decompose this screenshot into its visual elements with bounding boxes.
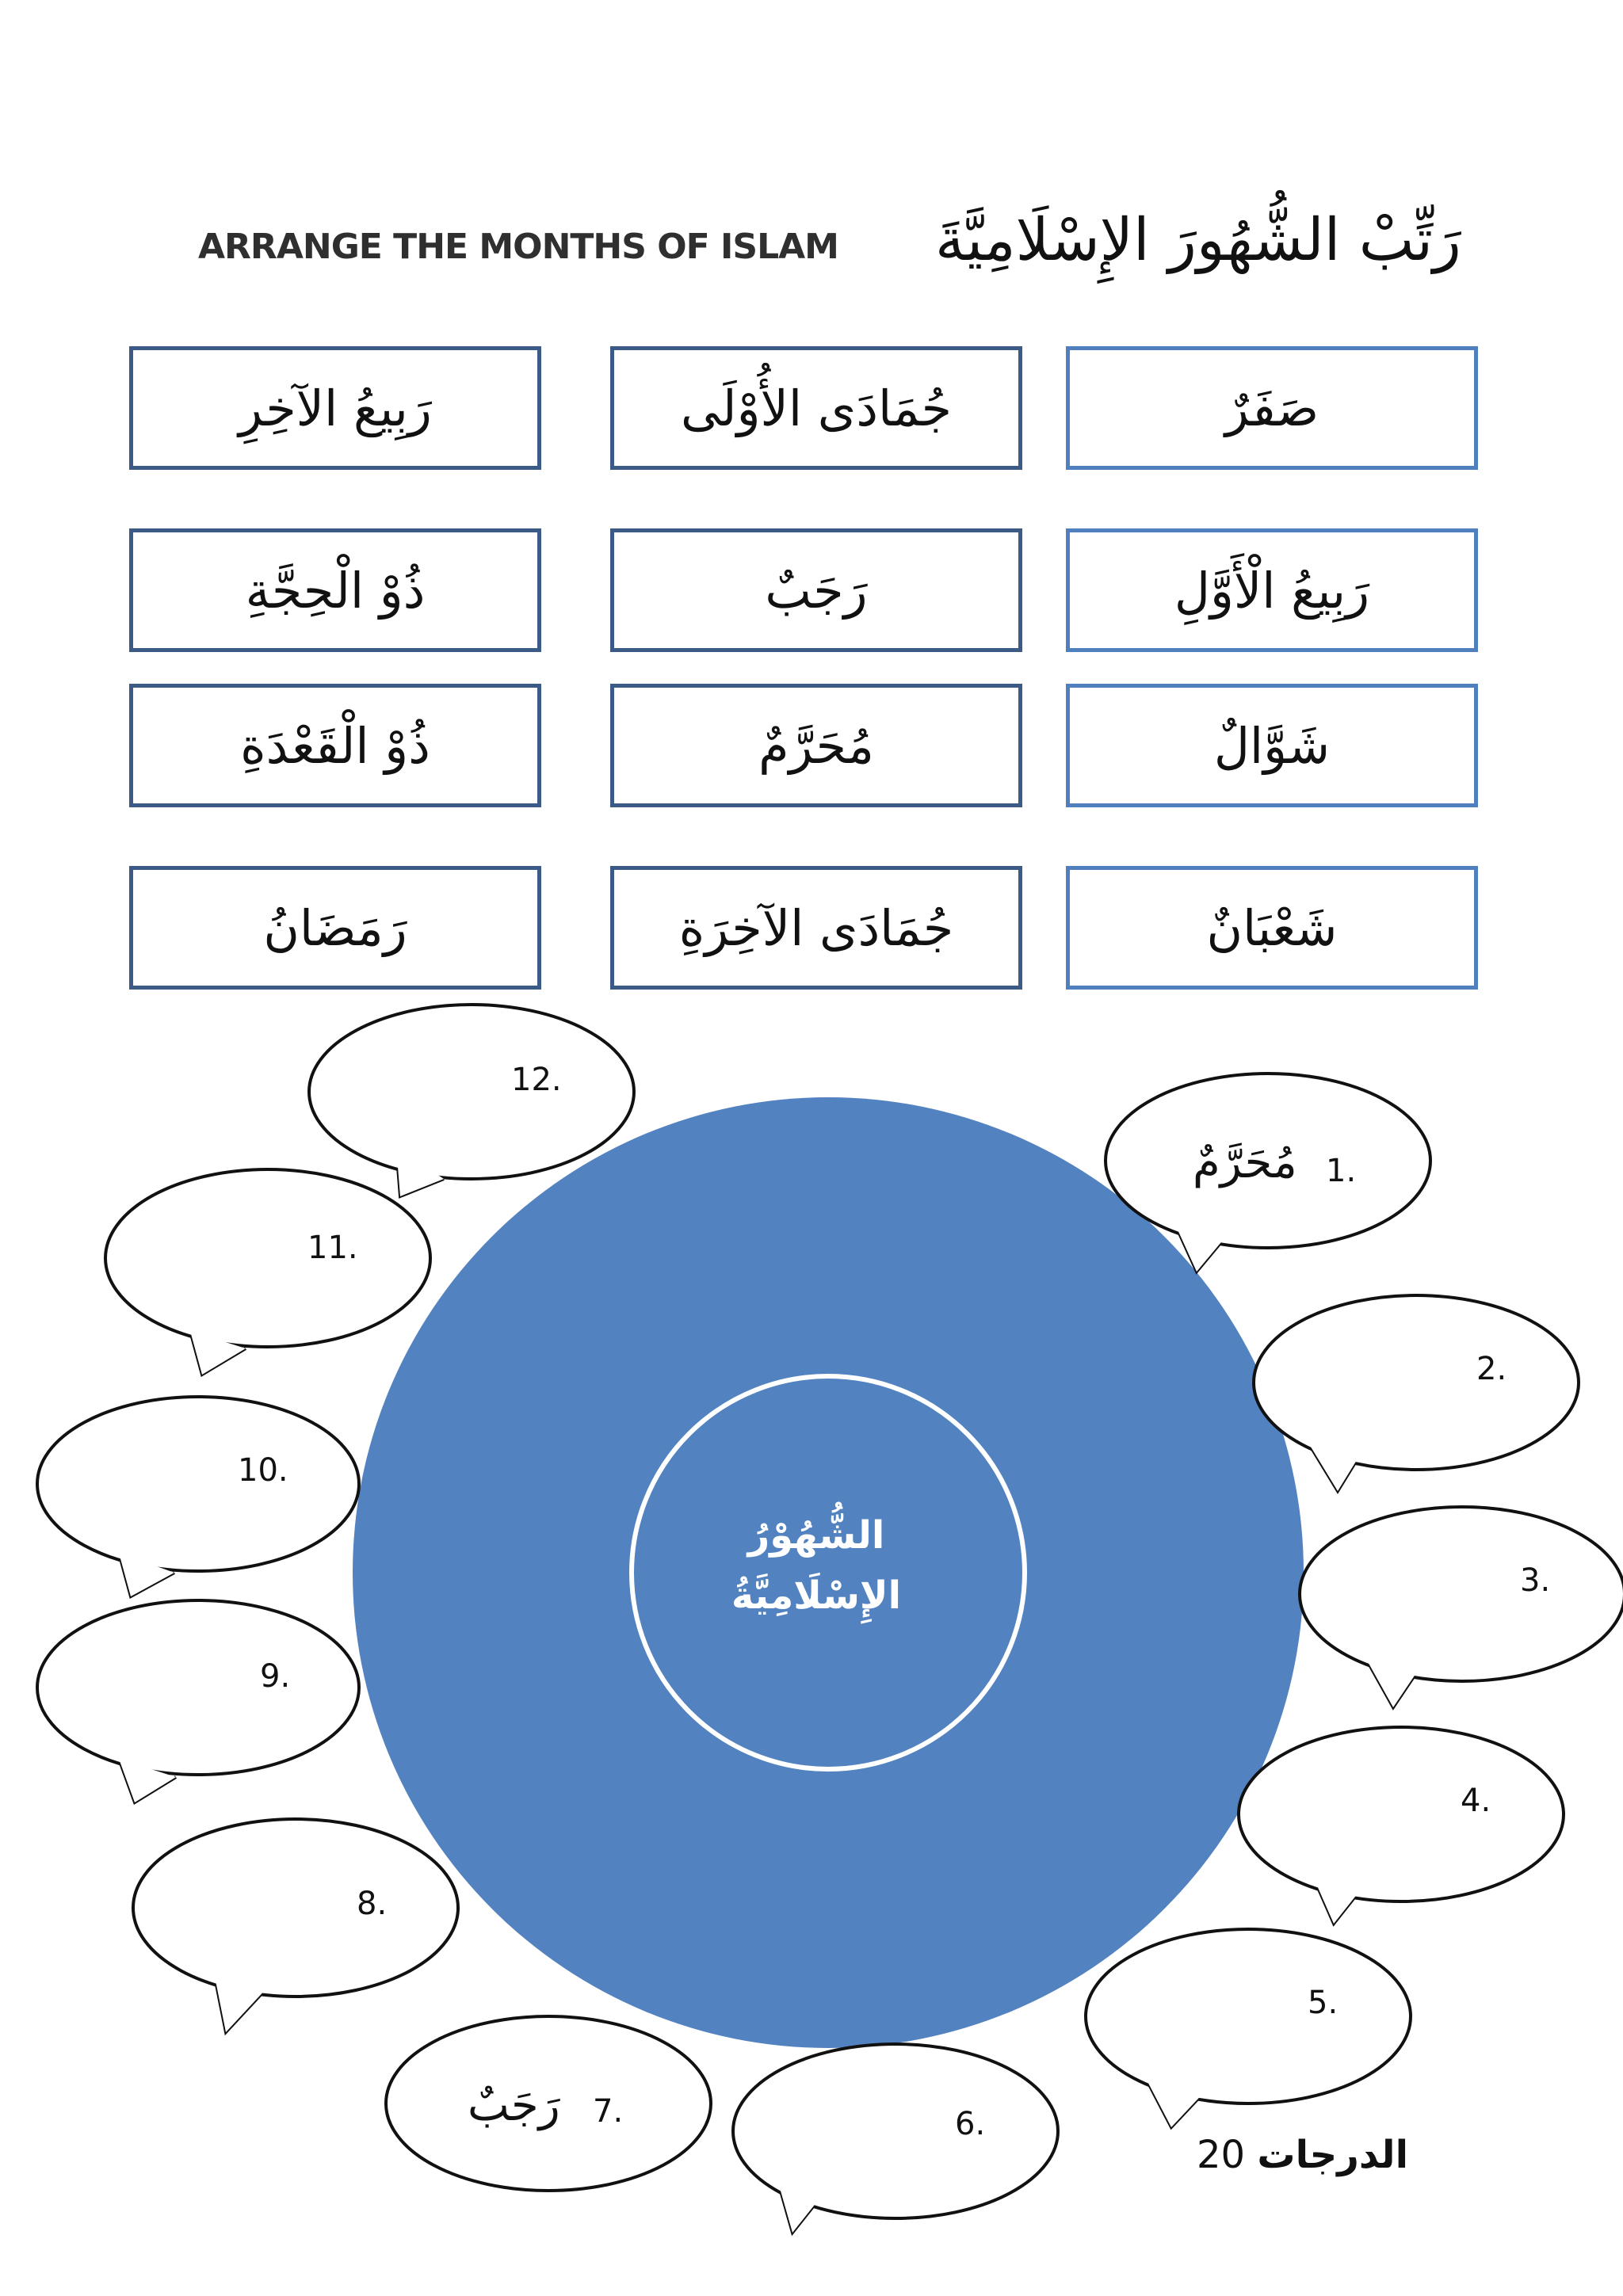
month-card-label: شَعْبَانٌ — [1206, 898, 1338, 957]
bubble-answer-1: مُحَرَّمٌ — [1193, 1137, 1297, 1188]
month-card-label: شَوَّالٌ — [1213, 716, 1331, 775]
score-label: الدرجات — [1257, 2133, 1409, 2177]
month-card-label: ذُوْ الْقَعْدَةِ — [240, 716, 430, 775]
bubble-number-1: 1. — [1326, 1153, 1357, 1189]
speech-bubble-2[interactable] — [1254, 1295, 1579, 1491]
month-card-label: رَبِيعُ الْأَوَّلِ — [1174, 561, 1370, 620]
center-label-line1: الشُّهُوْرُ — [747, 1513, 885, 1558]
center-label — [658, 1505, 975, 1626]
month-card-label: صَفَرٌ — [1224, 379, 1319, 437]
bubble-number-12: 12. — [511, 1062, 562, 1098]
bubble-number-5: 5. — [1308, 1985, 1338, 2021]
speech-bubble-10[interactable] — [37, 1397, 359, 1596]
bubble-number-6: 6. — [955, 2106, 986, 2142]
month-card-label: جُمَادَى الآخِرَةِ — [678, 898, 954, 957]
title-english: ARRANGE THE MONTHS OF ISLAM — [198, 227, 838, 267]
bubble-number-11: 11. — [307, 1230, 358, 1266]
bubble-number-8: 8. — [357, 1886, 388, 1922]
month-card-label: رَبِيعُ الآخِرِ — [239, 379, 432, 437]
month-card-label: جُمَادَى الأُوْلَى — [681, 379, 952, 437]
bubble-number-2: 2. — [1476, 1351, 1507, 1387]
month-card-label: ذُوْ الْحِجَّةِ — [245, 561, 426, 620]
speech-bubble-8[interactable] — [133, 1819, 458, 2032]
month-card-label: رَمَضَانُ — [263, 898, 407, 957]
speech-bubble-6[interactable] — [733, 2044, 1058, 2233]
bubble-number-10: 10. — [238, 1452, 288, 1489]
month-card-label: مُحَرَّمٌ — [758, 716, 874, 775]
bubble-number-7: 7. — [593, 2093, 624, 2130]
score-number: 20 — [1197, 2133, 1246, 2177]
speech-bubble-5[interactable] — [1086, 1929, 1411, 2127]
bubble-number-3: 3. — [1520, 1562, 1551, 1599]
speech-bubble-4[interactable] — [1239, 1727, 1564, 1924]
center-label-line2: الإِسْلَامِيَّةُ — [731, 1573, 902, 1618]
score — [1197, 2133, 1408, 2177]
month-card-label: رَجَبٌ — [765, 561, 868, 620]
bubble-answer-7: رَجَبٌ — [468, 2080, 560, 2131]
bubble-number-4: 4. — [1461, 1783, 1491, 1819]
speech-bubble-11[interactable] — [105, 1169, 430, 1375]
bubble-number-9: 9. — [260, 1658, 291, 1695]
speech-bubble-3[interactable] — [1300, 1507, 1623, 1707]
speech-bubble-9[interactable] — [37, 1600, 359, 1802]
title-arabic: رَتِّبْ الشُّهُورَ الإِسْلَامِيَّةَ — [935, 206, 1461, 274]
